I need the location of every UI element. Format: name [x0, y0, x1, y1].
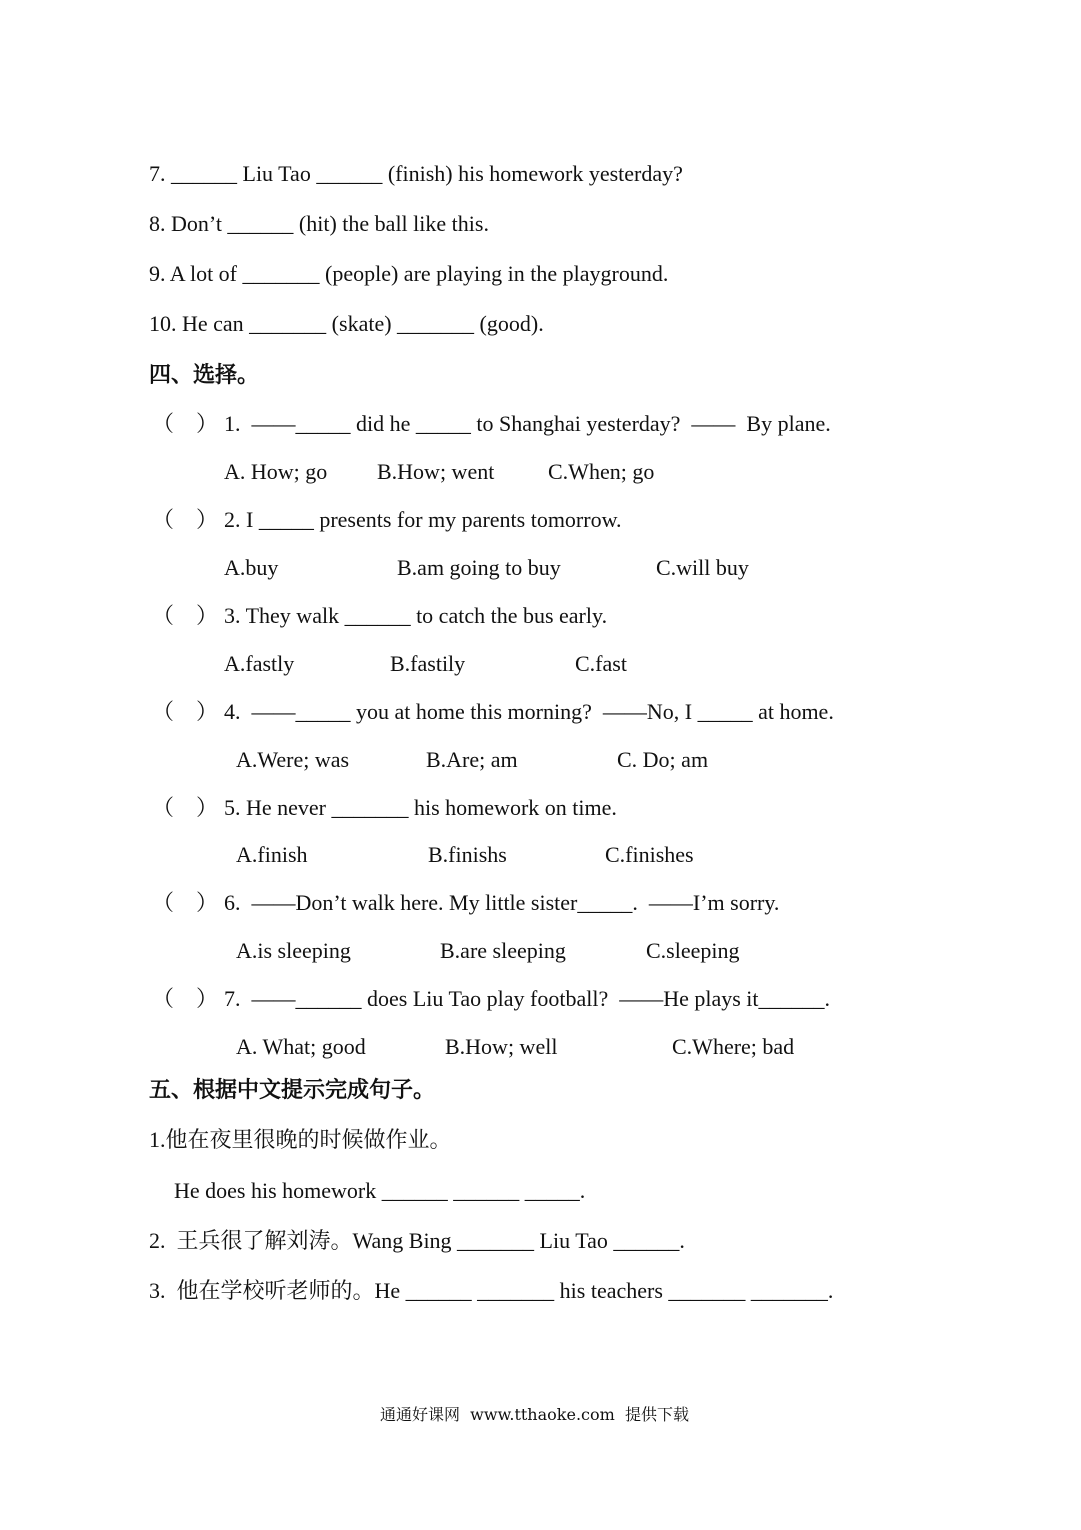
question-5-option-a: A.finish [236, 842, 308, 867]
footer-watermark: 通通好课网 www.tthaoke.com 提供下载 [380, 1405, 689, 1424]
question-5-stem: 5. He never _______ his homework on time. [224, 795, 617, 820]
question-2-option-c: C.will buy [656, 555, 749, 580]
question-3-option-b: B.fastily [390, 651, 466, 676]
question-4-option-c: C. Do; am [617, 747, 709, 772]
question-1-option-b: B.How; went [377, 459, 495, 484]
section-4-title: 四、选择。 [149, 363, 260, 388]
section-5-title: 五、根据中文提示完成句子。 [149, 1078, 436, 1103]
question-2-stem: 2. I _____ presents for my parents tomorrow. [224, 507, 622, 532]
answer-blank-1: （ ） [152, 411, 219, 436]
translation-item-1-answer: He does his homework ______ ______ _____. [174, 1178, 586, 1203]
answer-blank-6: （ ） [152, 890, 219, 915]
question-7-stem: 7. ——______ does Liu Tao play football? ——He plays it______. [224, 986, 831, 1011]
question-4-option-a: A.Were; was [236, 747, 350, 772]
answer-blank-2: （ ） [152, 507, 219, 532]
translation-item-2: 2. 王兵很了解刘涛。Wang Bing _______ Liu Tao ______. [149, 1228, 685, 1253]
question-4-stem: 4. ——_____ you at home this morning? ——No, I _____ at home. [224, 699, 834, 724]
fill-in-item-10: 10. He can _______ (skate) _______ (good). [149, 311, 544, 336]
question-5-option-b: B.finishs [428, 842, 507, 867]
translation-item-3: 3. 他在学校听老师的。He ______ _______ his teachers _______ _______. [149, 1278, 834, 1303]
question-6-option-c: C.sleeping [646, 938, 740, 963]
translation-item-1-prompt: 1.他在夜里很晚的时候做作业。 [149, 1127, 452, 1152]
question-1-stem: 1. ——_____ did he _____ to Shanghai yesterday? —— By plane. [224, 411, 831, 436]
question-3-option-a: A.fastly [224, 651, 295, 676]
answer-blank-4: （ ） [152, 699, 219, 724]
question-5-option-c: C.finishes [605, 842, 694, 867]
fill-in-item-7: 7. ______ Liu Tao ______ (finish) his homework yesterday? [149, 161, 683, 186]
question-6-option-a: A.is sleeping [236, 938, 351, 963]
question-4-option-b: B.Are; am [426, 747, 518, 772]
question-7-option-b: B.How; well [445, 1034, 558, 1059]
question-6-stem: 6. ——Don’t walk here. My little sister_____. ——I’m sorry. [224, 890, 780, 915]
answer-blank-7: （ ） [152, 986, 219, 1011]
answer-blank-3: （ ） [152, 603, 219, 628]
question-2-option-b: B.am going to buy [397, 555, 561, 580]
question-7-option-c: C.Where; bad [672, 1034, 795, 1059]
fill-in-item-9: 9. A lot of _______ (people) are playing in the playground. [149, 261, 669, 286]
question-1-option-c: C.When; go [548, 459, 655, 484]
question-1-option-a: A. How; go [224, 459, 328, 484]
answer-blank-5: （ ） [152, 795, 219, 820]
question-6-option-b: B.are sleeping [440, 938, 566, 963]
question-3-stem: 3. They walk ______ to catch the bus early. [224, 603, 608, 628]
question-2-option-a: A.buy [224, 555, 279, 580]
question-7-option-a: A. What; good [236, 1034, 366, 1059]
question-3-option-c: C.fast [575, 651, 627, 676]
fill-in-item-8: 8. Don’t ______ (hit) the ball like this. [149, 211, 489, 236]
